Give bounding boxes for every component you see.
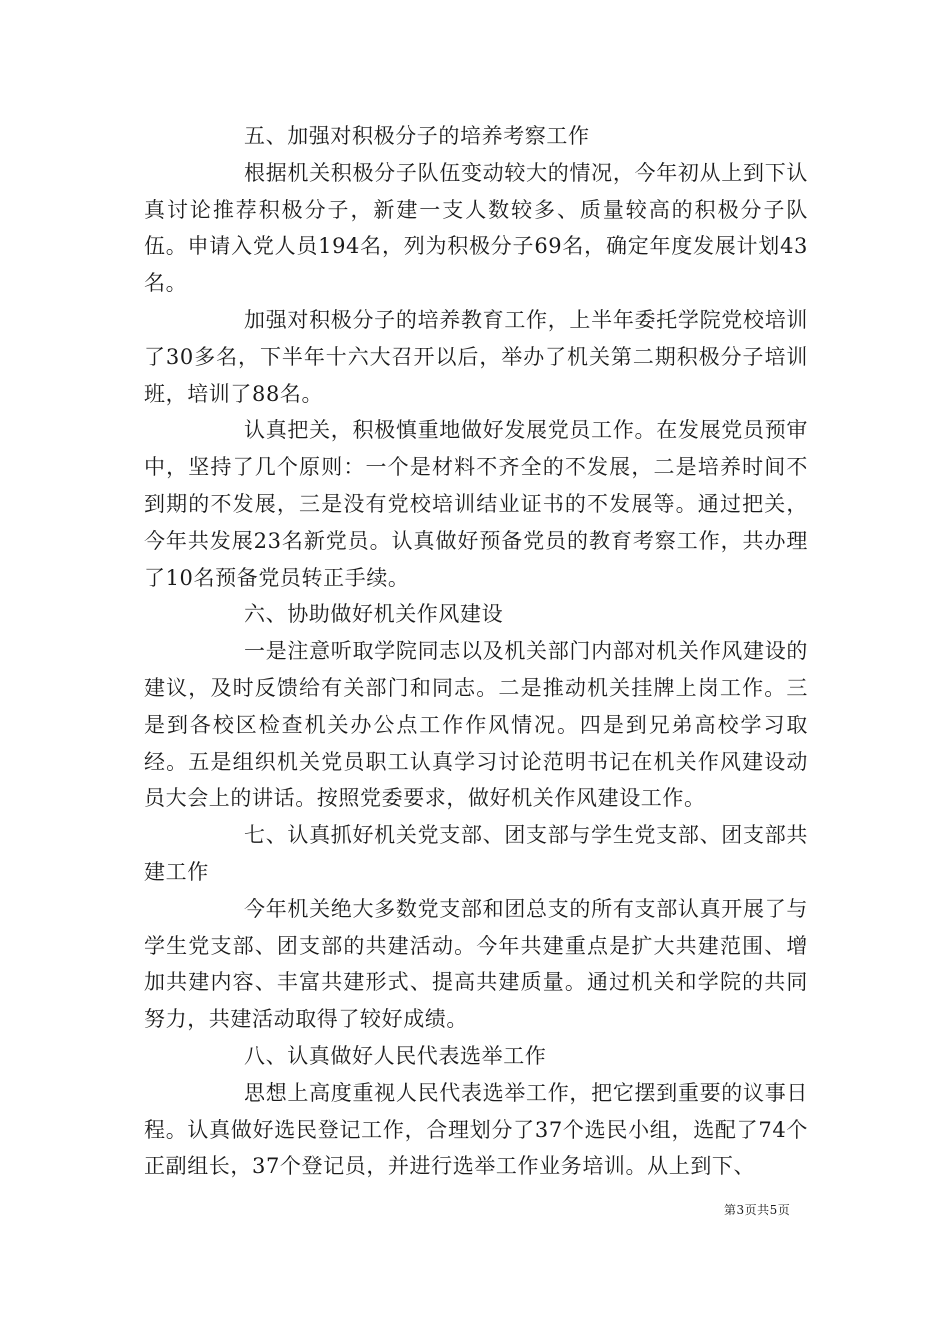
section-heading-5: 五、加强对积极分子的培养考察工作 xyxy=(244,124,590,148)
paragraph: 思想上高度重视人民代表选举工作，把它摆到重要的议事日程。认真做好选民登记工作，合理划分了37个选民小组，选配了74个正副组长，37个登记员，并进行选举工作业务培训。从上到下、 xyxy=(144,1080,808,1179)
section-heading-8: 八、认真做好人民代表选举工作 xyxy=(244,1043,547,1068)
page-number: 第3页共5页 xyxy=(724,1203,791,1217)
paragraph: 一是注意听取学院同志以及机关部门内部对机关作风建设的建议，及时反馈给有关部门和同志。二是推动机关挂牌上岗工作。三是到各校区检查机关办公点工作作风情况。四是到兄弟高校学习取经。五是组织机关党员职工认真学习讨论范明书记在机关作风建设动员大会上的讲话。按照党委要求，做好机关作风建设工作。 xyxy=(144,639,808,811)
section-heading-6: 六、协助做好机关作风建设 xyxy=(244,602,504,627)
paragraph: 根据机关积极分子队伍变动较大的情况，今年初从上到下认真讨论推荐积极分子，新建一支人数较多、质量较高的积极分子队伍。申请入党人员194名，列为积极分子69名，确定年度发展计划43名。 xyxy=(144,160,808,296)
document-body xyxy=(144,118,808,1185)
section-heading-7: 七、认真抓好机关党支部、团支部与学生党支部、团支部共建工作 xyxy=(144,823,808,884)
paragraph: 今年机关绝大多数党支部和团总支的所有支部认真开展了与学生党支部、团支部的共建活动。今年共建重点是扩大共建范围、增加共建内容、丰富共建形式、提高共建质量。通过机关和学院的共同努力，共建活动取得了较好成绩。 xyxy=(144,896,808,1032)
paragraph: 认真把关，积极慎重地做好发展党员工作。在发展党员预审中，坚持了几个原则：一个是材料不齐全的不发展，二是培养时间不到期的不发展，三是没有党校培训结业证书的不发展等。通过把关，今年共发展23名新党员。认真做好预备党员的教育考察工作，共办理了10名预备党员转正手续。 xyxy=(144,418,808,590)
paragraph: 加强对积极分子的培养教育工作，上半年委托学院党校培训了30多名，下半年十六大召开以后，举办了机关第二期积极分子培训班，培训了88名。 xyxy=(144,307,808,406)
